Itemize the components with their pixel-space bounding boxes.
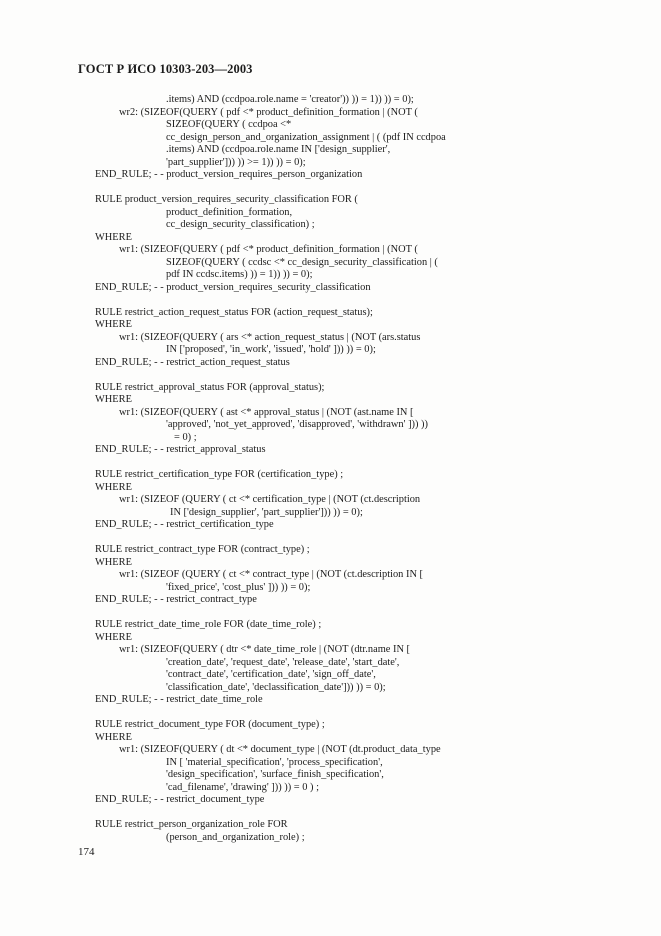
code-line: WHERE (95, 631, 132, 643)
code-line: wr2: (SIZEOF(QUERY ( pdf <* product_definition_formation | (NOT ( (119, 106, 418, 118)
code-line: WHERE (95, 731, 132, 743)
code-line: RULE product_version_requires_security_classification FOR ( (95, 194, 358, 205)
code-line: END_RULE; - - restrict_approval_status (95, 444, 266, 455)
code-line: 'design_specification', 'surface_finish_specification', (166, 769, 384, 780)
page-header: ГОСТ Р ИСО 10303-203—2003 (78, 62, 253, 76)
code-line: 'cad_filename', 'drawing' ])) )) = 0 ) ; (166, 781, 319, 793)
code-line: END_RULE; - - restrict_action_request_status (95, 356, 290, 368)
code-line: pdf IN ccdsc.items) )) = 1)) )) = 0); (166, 269, 313, 280)
code-line: 'approved', 'not_yet_approved', 'disapproved', 'withdrawn' ])) )) (166, 419, 428, 430)
code-line: 'creation_date', 'request_date', 'release_date', 'start_date', (166, 656, 400, 668)
code-line: wr1: (SIZEOF(QUERY ( ast <* approval_status | (NOT (ast.name IN [ (119, 406, 414, 418)
code-line: RULE restrict_action_request_status FOR (action_request_status); (95, 306, 373, 318)
code-line: product_definition_formation, (166, 206, 293, 218)
page-number: 174 (78, 846, 95, 858)
code-line: IN ['design_supplier', 'part_supplier'])) )) = 0); (170, 506, 363, 518)
code-line: .items) AND (ccdpoa.role.name = 'creator')) )) = 1)) )) = 0); (166, 94, 414, 105)
code-line: cc_design_person_and_organization_assignment | ( (pdf IN ccdpoa (166, 131, 446, 143)
code-line: WHERE (95, 231, 132, 243)
code-line: END_RULE; - - restrict_certification_type (95, 519, 274, 530)
code-line: 'contract_date', 'certification_date', 'sign_off_date', (166, 669, 376, 680)
code-line: wr1: (SIZEOF(QUERY ( ars <* action_request_status | (NOT (ars.status (119, 331, 421, 343)
code-line: RULE restrict_person_organization_role FOR (95, 819, 288, 830)
code-line: END_RULE; - - restrict_document_type (95, 794, 265, 805)
code-line: END_RULE; - - restrict_contract_type (95, 594, 257, 605)
code-line: WHERE (95, 319, 132, 330)
code-line: RULE restrict_approval_status FOR (approval_status); (95, 381, 325, 393)
code-line: IN [ 'material_specification', 'process_specification', (166, 756, 383, 768)
code-line: wr1: (SIZEOF(QUERY ( dt <* document_type | (NOT (dt.product_data_type (119, 744, 441, 755)
code-line: cc_design_security_classification) ; (166, 219, 315, 230)
code-line: wr1: (SIZEOF(QUERY ( dtr <* date_time_role | (NOT (dtr.name IN [ (119, 644, 411, 655)
code-line: WHERE (95, 556, 132, 568)
code-line: wr1: (SIZEOF (QUERY ( ct <* certification_type | (NOT (ct.description (119, 494, 421, 505)
code-line: 'part_supplier'])) )) >= 1)) )) = 0); (166, 156, 306, 168)
code-line: (person_and_organization_role) ; (166, 831, 305, 843)
code-line: WHERE (95, 394, 132, 405)
code-line: SIZEOF(QUERY ( ccdpoa <* (166, 119, 292, 130)
code-line: .items) AND (ccdpoa.role.name IN ['design_supplier', (166, 144, 391, 155)
code-line: END_RULE; - - product_version_requires_security_classification (95, 281, 371, 293)
code-line: wr1: (SIZEOF(QUERY ( pdf <* product_definition_formation | (NOT ( (119, 244, 418, 255)
code-line: RULE restrict_certification_type FOR (certification_type) ; (95, 469, 344, 480)
code-line: wr1: (SIZEOF (QUERY ( ct <* contract_type | (NOT (ct.description IN [ (119, 569, 424, 580)
code-line: END_RULE; - - product_version_requires_person_organization (95, 169, 363, 180)
code-line: RULE restrict_contract_type FOR (contract_type) ; (95, 544, 310, 555)
code-line: IN ['proposed', 'in_work', 'issued', 'hold' ])) )) = 0); (166, 344, 376, 355)
code-line: 'fixed_price', 'cost_plus' ])) )) = 0); (166, 581, 311, 593)
code-line: = 0) ; (174, 431, 197, 443)
code-line: RULE restrict_document_type FOR (document_type) ; (95, 719, 325, 730)
code-line: SIZEOF(QUERY ( ccdsc <* cc_design_security_classification | ( (166, 256, 438, 268)
code-line: WHERE (95, 481, 132, 493)
code-line: RULE restrict_date_time_role FOR (date_time_role) ; (95, 619, 322, 630)
code-line: 'classification_date', 'declassification_date'])) )) = 0); (166, 681, 386, 693)
code-line: END_RULE; - - restrict_date_time_role (95, 694, 263, 705)
